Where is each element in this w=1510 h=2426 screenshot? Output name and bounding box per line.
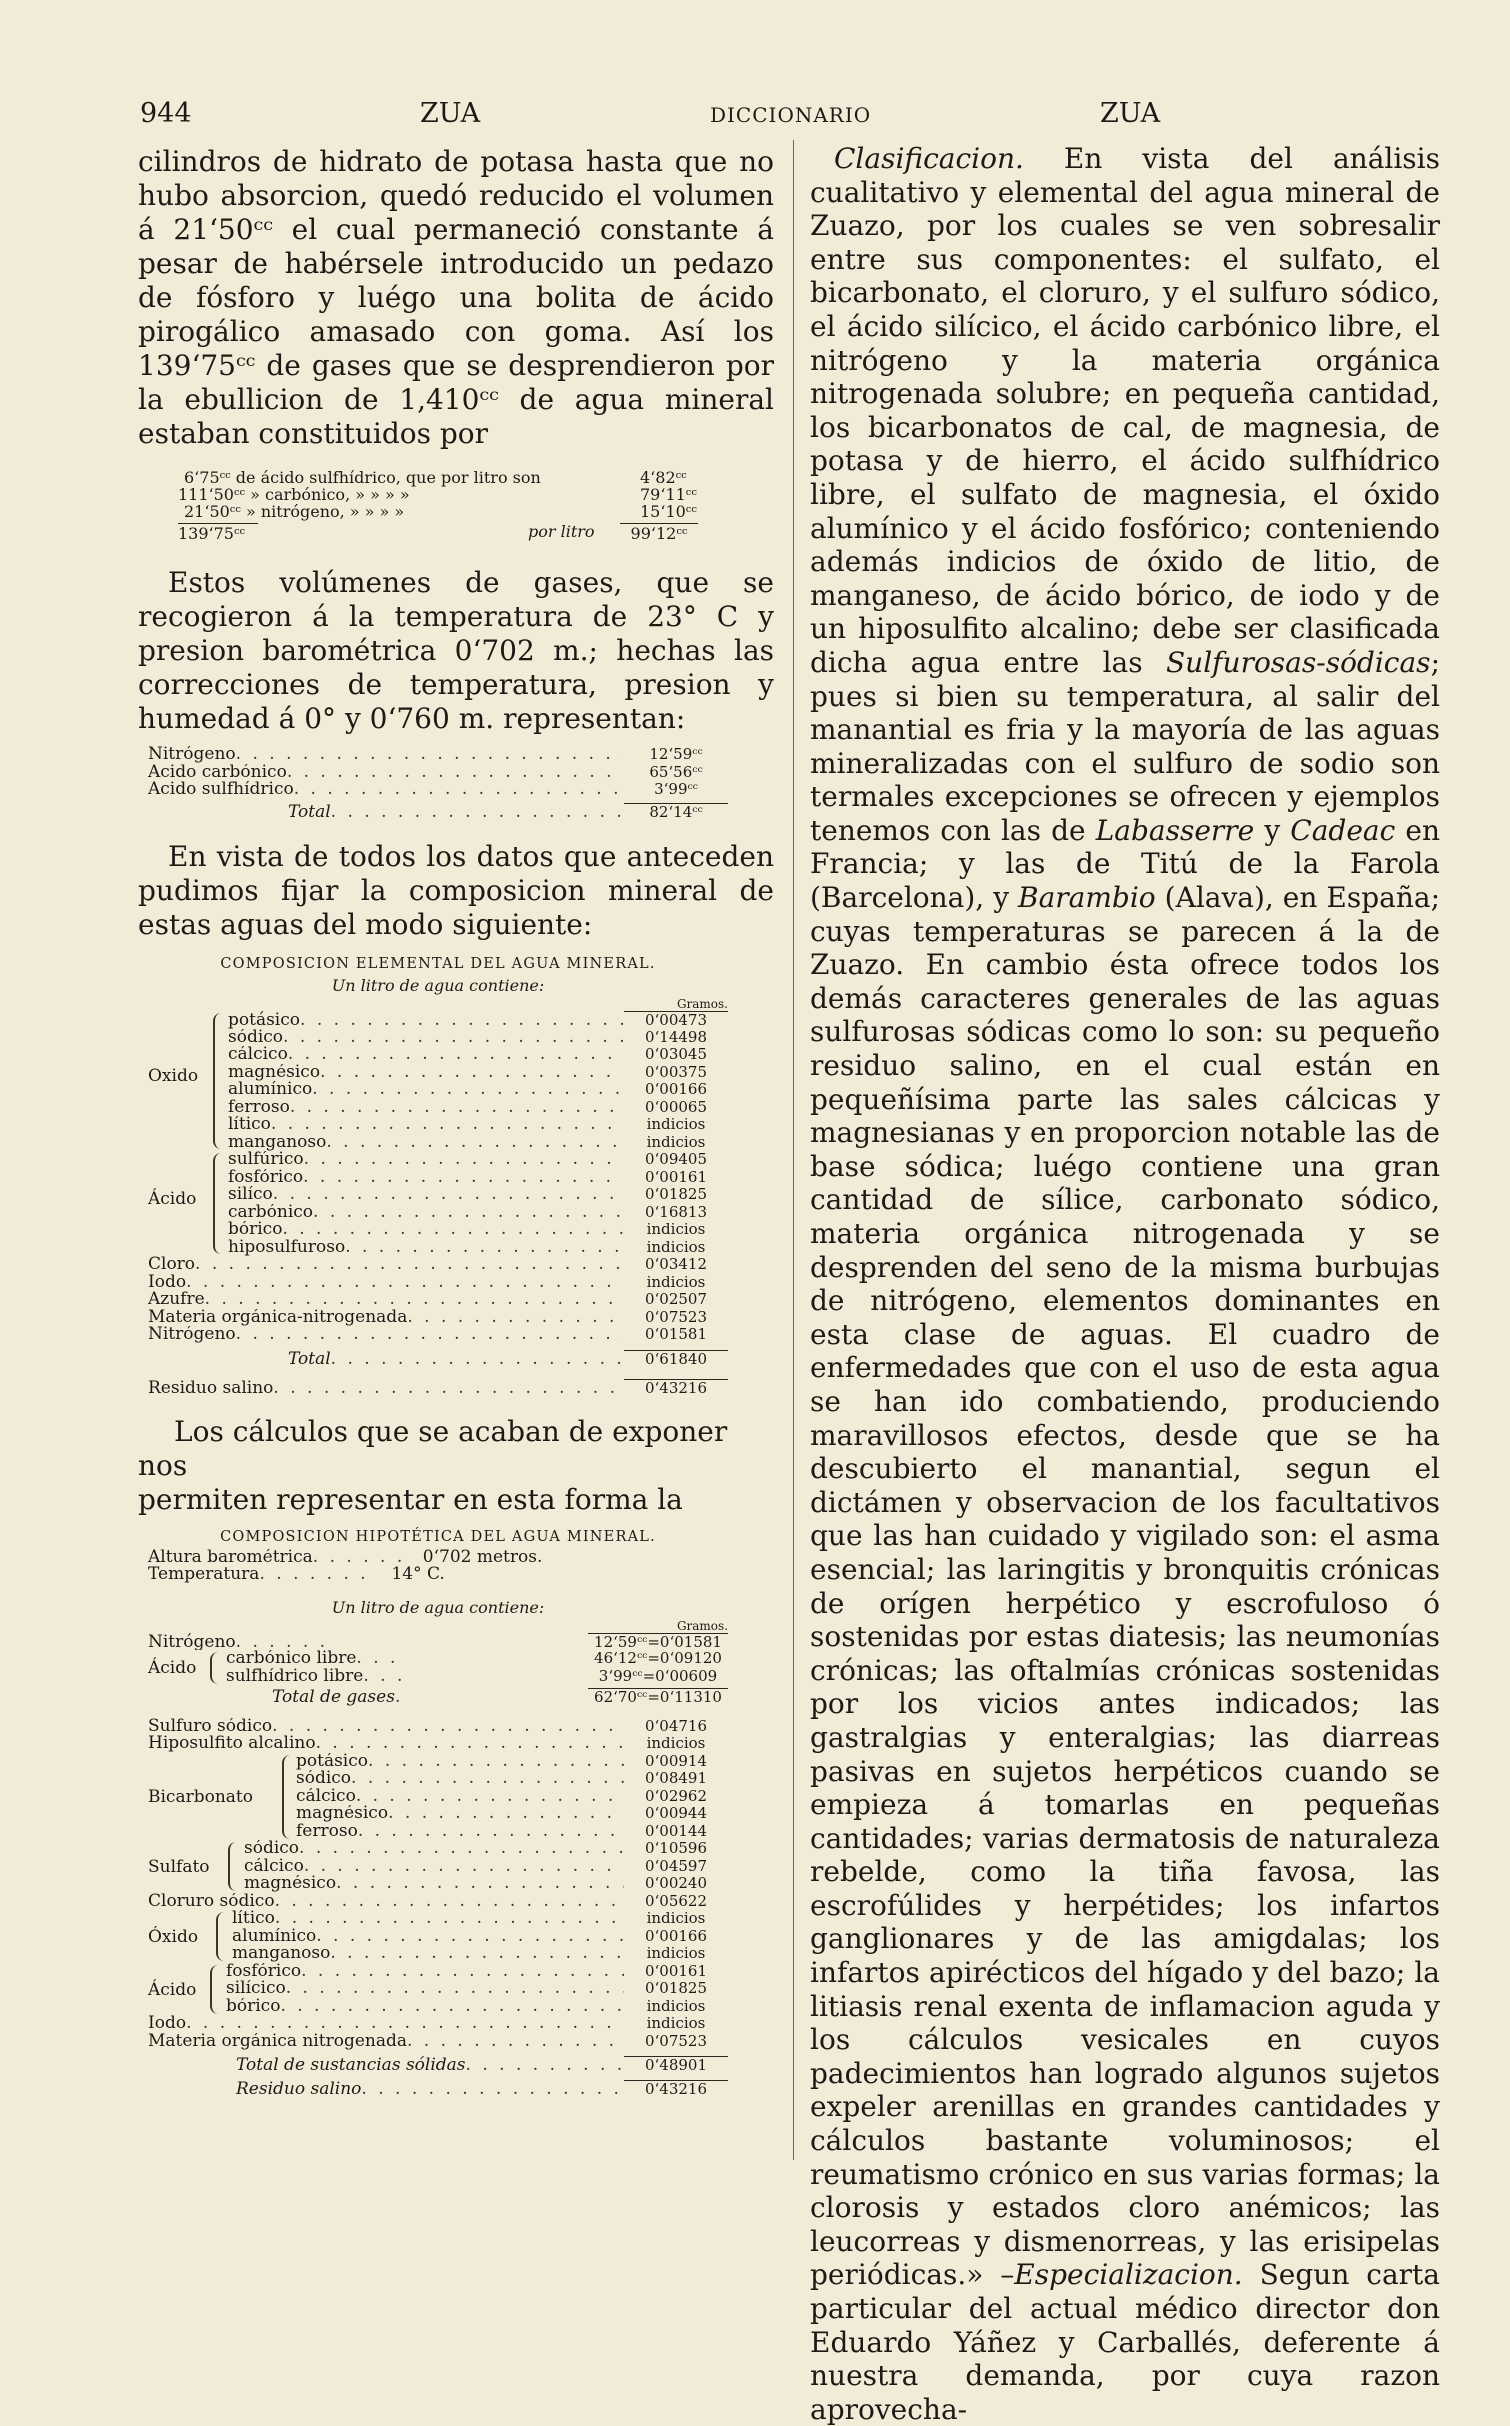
table-row: lítico . . . indicios (148, 1116, 728, 1134)
paragraph-corrections: Estos volúmenes de gases, que se recogieron á la temperatura de 23° C y presion barométrica 0‘702 m.; hechas las correcciones de temperatura, presion y humedad á 0° y 0‘760 m. representan: (138, 566, 774, 735)
table-row: fosfórico . . . 0‘00161 (148, 1963, 728, 1981)
group-label: Óxido (148, 1927, 199, 1947)
paragraph-composition-intro: En vista de todos los datos que anteceden pudimos fijar la composicion mineral de estas aguas del modo siguiente: (138, 840, 774, 941)
table-row: Azufre . . . 0‘02507 (148, 1291, 728, 1309)
table-row: potásico . . . 0‘00473 (148, 1011, 728, 1029)
corrected-gases-table (148, 746, 728, 820)
acido-group (148, 1151, 728, 1256)
gas-volumes-list (148, 468, 774, 543)
group-label: Sulfato (148, 1857, 210, 1877)
table-total-row: Total de sustancias sólidas . . . 0‘48901 (148, 2056, 728, 2074)
table-row: magnésico . . . 0‘00240 (148, 1875, 728, 1893)
right-column (810, 142, 1440, 2426)
paragraph-hypothetical-intro-line2: permiten representar en esta forma la (138, 1482, 683, 1516)
oxido-group (148, 1910, 728, 1963)
residuo-row: Residuo salino . . . 0‘43216 (148, 1379, 728, 1397)
residuo-row: Residuo salino . . . 0‘43216 (148, 2080, 728, 2098)
table-row: sulfúrico . . . 0‘09405 (148, 1151, 728, 1169)
table-row: carbónico . . . 0‘16813 (148, 1204, 728, 1222)
table-row: sódico . . . 0‘08491 (148, 1770, 728, 1788)
paragraph-gas-analysis: cilindros de hidrato de potasa hasta que no hubo absorcion, quedó reducido el volumen á 21‘50ᶜᶜ el cual permaneció constante á pesar de habérsele introducido un pedazo de fósforo y luégo una bolita de ácido pirogálico amasado con goma. Así los 139‘75ᶜᶜ de gases que se desprendieron por la ebullicion de 1,410ᶜᶜ de agua mineral estaban constituidos por (138, 145, 774, 450)
table-row: ferroso . . . 0‘00144 (148, 1823, 728, 1841)
group-label: Ácido (148, 1658, 197, 1678)
header-right-word: ZUA (1100, 98, 1161, 129)
table-total-row: Total . . . 82‘14ᶜᶜ (148, 803, 728, 821)
table-subtitle: Un litro de agua contiene: (331, 976, 545, 995)
temperatura-row: Temperatura . . . 14° C. (148, 1566, 728, 1584)
table-row: hiposulfuroso . . . indicios (148, 1239, 728, 1257)
table-row: bórico . . . indicios (148, 1221, 728, 1239)
acido-gas-group (148, 1650, 728, 1685)
gas-volume-row: 6‘75ᶜᶜ de ácido sulfhídrico, que por litro son 4‘82ᶜᶜ (184, 468, 687, 487)
table-row: sódico . . . 0‘14498 (148, 1029, 728, 1047)
group-label: Ácido (148, 1189, 197, 1209)
table-title: COMPOSICION HIPOTÉTICA DEL AGUA MINERAL. (220, 1528, 656, 1545)
elemental-composition-table (148, 956, 728, 1397)
sulfato-group (148, 1840, 728, 1893)
table-total-row: Total de gases . . . 62‘70ᶜᶜ=0‘11310 (148, 1688, 728, 1706)
table-row: sulfhídrico libre . . . 3‘99ᶜᶜ=0‘00609 (148, 1668, 728, 1686)
table-row: cálcico . . . 0‘02962 (148, 1788, 728, 1806)
units-label: Gramos. (676, 1618, 728, 1633)
table-row: potásico . . . 0‘00914 (148, 1753, 728, 1771)
units-label: Gramos. (676, 997, 728, 1011)
header-title: DICCIONARIO (710, 103, 872, 127)
table-row: Materia orgánica-nitrogenada . . . 0‘07523 (148, 1309, 728, 1327)
table-title: COMPOSICION ELEMENTAL DEL AGUA MINERAL. (220, 956, 656, 972)
table-row: Iodo . . . indicios (148, 2015, 728, 2033)
gas-volume-row: 111‘50ᶜᶜ » carbónico, » » » » 79‘11ᶜᶜ (178, 485, 697, 504)
table-row: fosfórico . . . 0‘00161 (148, 1169, 728, 1187)
table-row: ferroso . . . 0‘00065 (148, 1099, 728, 1117)
group-label: Bicarbonato (148, 1786, 253, 1807)
gas-volume-row: 21‘50ᶜᶜ » nitrógeno, » » » » 15‘10ᶜᶜ (184, 502, 697, 521)
table-total-row: Total . . . 0‘61840 (148, 1350, 728, 1368)
table-row: Nitrógeno . . . 12‘59ᶜᶜ=0‘01581 (148, 1633, 728, 1651)
table-row: bórico . . . indicios (148, 1998, 728, 2016)
table-row: Acido sulfhídrico . . . 3‘99ᶜᶜ (148, 781, 728, 799)
table-subtitle: Un litro de agua contiene: (331, 1597, 545, 1617)
acido-group (148, 1963, 728, 2016)
table-row: Nitrógeno . . . 12‘59ᶜᶜ (148, 746, 728, 764)
table-row: Sulfuro sódico . . . 0‘04716 (148, 1718, 728, 1736)
header-left-word: ZUA (420, 98, 481, 129)
oxido-group (148, 1011, 728, 1151)
table-row: cálcico . . . 0‘03045 (148, 1046, 728, 1064)
bicarbonato-group (148, 1753, 728, 1841)
table-row: silícico . . . 0‘01825 (148, 1980, 728, 1998)
left-column (138, 145, 774, 2097)
table-row: Nitrógeno . . . 0‘01581 (148, 1326, 728, 1344)
table-row: manganoso . . . indicios (148, 1945, 728, 1963)
table-row: silíco . . . 0‘01825 (148, 1186, 728, 1204)
table-row: manganoso . . . indicios (148, 1134, 728, 1152)
table-row: magnésico . . . 0‘00375 (148, 1064, 728, 1082)
page-number: 944 (140, 98, 192, 129)
table-row: Cloruro sódico . . . 0‘05622 (148, 1893, 728, 1911)
hypothetical-composition-table (148, 1529, 728, 2098)
table-row: lítico . . . indicios (148, 1910, 728, 1928)
table-row: alumínico . . . 0‘00166 (148, 1928, 728, 1946)
table-row: carbónico libre . . . 46‘12ᶜᶜ=0‘09120 (148, 1650, 728, 1668)
table-row: alumínico . . . 0‘00166 (148, 1081, 728, 1099)
paragraph-hypothetical-intro-line1: Los cálculos que se acaban de exponer nos (138, 1414, 728, 1482)
gas-volume-total-row: 139‘75ᶜᶜ por litro 99‘12ᶜᶜ (148, 523, 774, 540)
table-row: magnésico . . . 0‘00944 (148, 1805, 728, 1823)
table-row: Acido carbónico . . . 65‘56ᶜᶜ (148, 764, 728, 782)
column-rule (793, 140, 794, 2160)
group-label: Ácido (148, 1979, 197, 2000)
table-row: sódico . . . 0‘10596 (148, 1840, 728, 1858)
group-label: Oxido (148, 1066, 199, 1086)
table-row: Hiposulfito alcalino . . . indicios (148, 1735, 728, 1753)
running-header (140, 98, 1440, 138)
altura-row: Altura barométrica . . . 0‘702 metros. (148, 1549, 728, 1567)
table-row: Iodo . . . indicios (148, 1274, 728, 1292)
table-row: Cloro . . . 0‘03412 (148, 1256, 728, 1274)
table-row: cálcico . . . 0‘04597 (148, 1858, 728, 1876)
paragraph-classification: Clasificacion. En vista del análisis cualitativo y elemental del agua mineral de Zuazo, por los cuales se ven sobresalir entre sus componentes: el sulfato, el bicarbonato, el cloruro, y el sulfuro sódico, el ácido silícico, el ácido carbónico libre, el nitrógeno y la materia orgánica nitrogenada solubre; en pequeña cantidad, los bicarbonatos de cal, de magnesia, de potasa y de hierro, el ácido sulfhídrico libre, el sulfato de magnesia, el óxido alumínico y el ácido fosfórico; conteniendo además indicios de óxido de litio, de manganeso, de ácido bórico, de iodo y de un hiposulfito alcalino; debe ser clasificada dicha agua entre las Sulfurosas-sódicas; pues si bien su temperatura, al salir del manantial es fria y la mayoría de las aguas mineralizadas con el sulfuro de sodio son termales excepciones se ofrecen y ejemplos tenemos con las de Labasserre y Cadeac en Francia; y las de Titú de la Farola (Barcelona), y Barambio (Alava), en España; cuyas temperaturas se parecen á la de Zuazo. En cambio ésta ofrece todos los demás caracteres generales de las aguas sulfurosas sódicas como lo son: su pequeño residuo salino, en el cual están en pequeñísima parte las sales cálcicas y magnesianas y en proporcion notable las de base sódica; luégo contiene una gran cantidad de sílice, carbonato sódico, materia orgánica nitrogenada y se desprenden del seno de la misma burbujas de nitrógeno, elementos dominantes en esta clase de aguas. El cuadro de enfermedades que con el uso de esta agua se han ido combatiendo, produciendo maravillosos efectos, desde que se ha descubierto el manantial, segun el dictámen y observacion de los facultativos que las han cuidado y vigilado son: el asma esencial; las laringitis y bronquitis crónicas de orígen herpético y escrofuloso ó sostenidas por estas diatesis; las neumonías crónicas; las oftalmías crónicas sostenidas por los vicios antes indicados; las gastralgias y enteralgias; las diarreas pasivas en sujetos herpéticos cuando se empieza á tomarlas en pequeñas cantidades; varias dermatosis de naturaleza rebelde, como la tiña favosa, las escrofúlides y herpétides; los infartos ganglionares y de las amigdalas; los infartos apirécticos del hígado y del bazo; la litiasis renal exenta de inflamacion aguda y los cálculos vesicales en cuyos padecimientos han logrado algunos sujetos expeler arenillas en grandes cantidades y cálculos bastante voluminosos; el reumatismo crónico en sus varias formas; la clorosis y estados cloro anémicos; las leucorreas y dismenorreas, y las erisipelas periódicas.» –Especializacion. Segun carta particular del actual médico director don Eduardo Yáñez y Carballés, deferente á nuestra demanda, por cuya razon aprovecha- (810, 142, 1441, 2426)
table-row: Materia orgánica nitrogenada . . . 0‘07523 (148, 2033, 728, 2051)
